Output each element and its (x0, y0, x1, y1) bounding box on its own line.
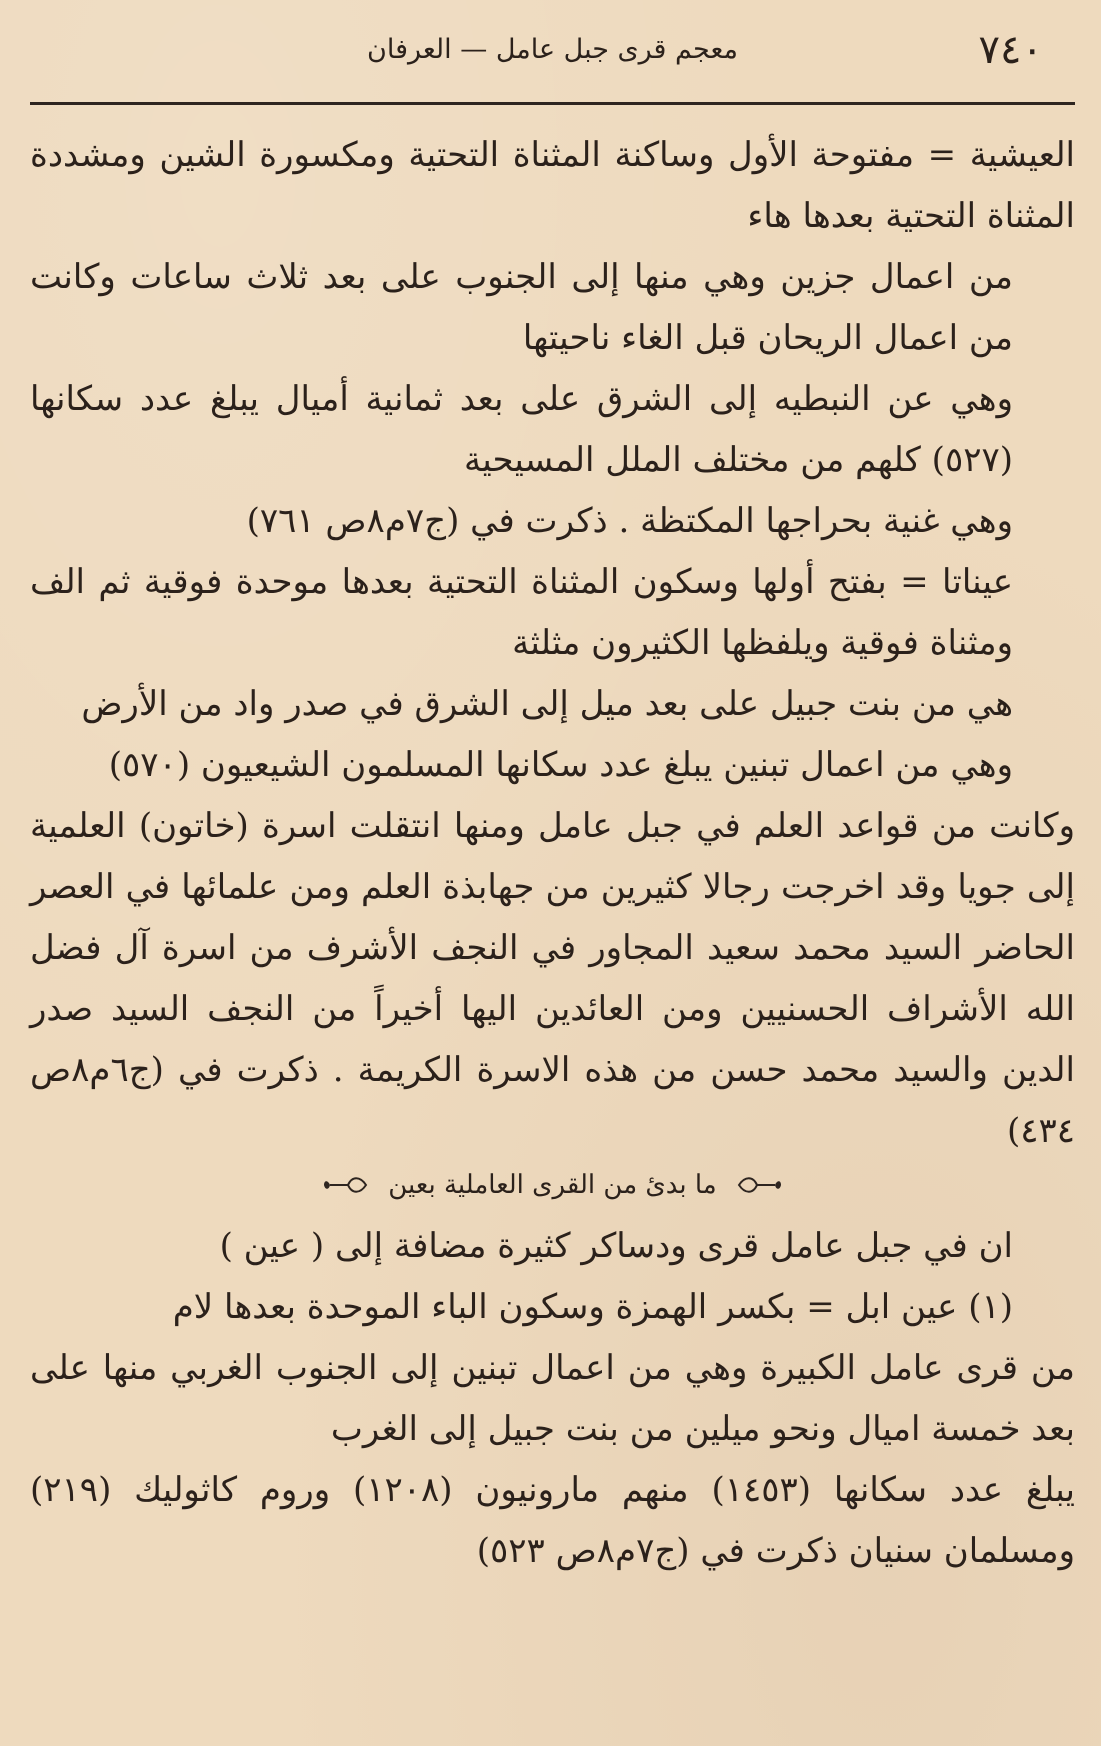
body-text (30, 125, 1075, 1582)
section-heading: ما بدئ من القرى العاملية بعين (388, 1170, 717, 1200)
entry-alaishiyya-citation: وهي غنية بحراجها المكتظة . ذكرت في (ج٧م٨ص ٧٦١) (246, 501, 1013, 541)
entry-ayn-ibil-population: يبلغ عدد سكانها (١٤٥٣) منهم مارونيون (١٢٠٨) وروم كاثوليك (٢١٩) ومسلمان سنيان ذكرت في (ج٧م٨ص ٥٢٣) (30, 1470, 1075, 1571)
running-title: معجم قرى جبل عامل — العرفان (367, 34, 738, 65)
ornament-icon (322, 1172, 370, 1198)
entry-ayn-ibil-definition: (١) عين ابل = بكسر الهمزة وسكون الباء الموحدة بعدها لام (172, 1287, 1013, 1327)
entry-aynata-definition: عيناتا = بفتح أولها وسكون المثناة التحتية بعدها موحدة فوقية ثم الف ومثناة فوقية ويلفظها الكثيرون مثلثة (30, 562, 1013, 663)
entry-alaishiyya-definition: العيشية = مفتوحة الأول وساكنة المثناة التحتية ومكسورة الشين ومشددة المثناة التحتية بعدها هاء (30, 135, 1075, 236)
entry-aynata-location: هي من بنت جبيل على بعد ميل إلى الشرق في صدر واد من الأرض (81, 684, 1013, 724)
section-intro: ان في جبل عامل قرى ودساكر كثيرة مضافة إلى ( عين ) (219, 1226, 1013, 1266)
section-heading-block (30, 1172, 1075, 1198)
ornament-icon (735, 1172, 783, 1198)
page-number: ٧٤٠ (978, 27, 1043, 73)
entry-ayn-ibil-location: من قرى عامل الكبيرة وهي من اعمال تبنين إلى الجنوب الغربي منها على بعد خمسة اميال ونحو ميلين من بنت جبيل إلى الغرب (30, 1348, 1075, 1449)
entry-aynata-population: وهي من اعمال تبنين يبلغ عدد سكانها المسلمون الشيعيون (٥٧٠) (108, 745, 1013, 785)
entry-alaishiyya-population: وهي عن النبطيه إلى الشرق على بعد ثمانية أميال يبلغ عدد سكانها (٥٢٧) كلهم من مختلف الملل المسيحية (30, 379, 1013, 480)
entry-alaishiyya-location: من اعمال جزين وهي منها إلى الجنوب على بعد ثلاث ساعات وكانت من اعمال الريحان قبل الغاء ناحيتها (30, 257, 1013, 358)
header-rule (30, 102, 1075, 105)
page-header (30, 27, 1075, 88)
entry-aynata-history: وكانت من قواعد العلم في جبل عامل ومنها انتقلت اسرة (خاتون) العلمية إلى جويا وقد اخرجت رجالا كثيرين من جهابذة العلم ومن علمائها في العصر الحاضر السيد محمد سعيد المجاور في النجف الأشرف من اسرة آل فضل الله الأشراف الحسنيين ومن العائدين اليها أخيراً من النجف السيد صدر الدين والسيد محمد حسن من هذه الاسرة الكريمة . ذكرت في (ج٦م٨ص ٤٣٤) (30, 806, 1075, 1151)
